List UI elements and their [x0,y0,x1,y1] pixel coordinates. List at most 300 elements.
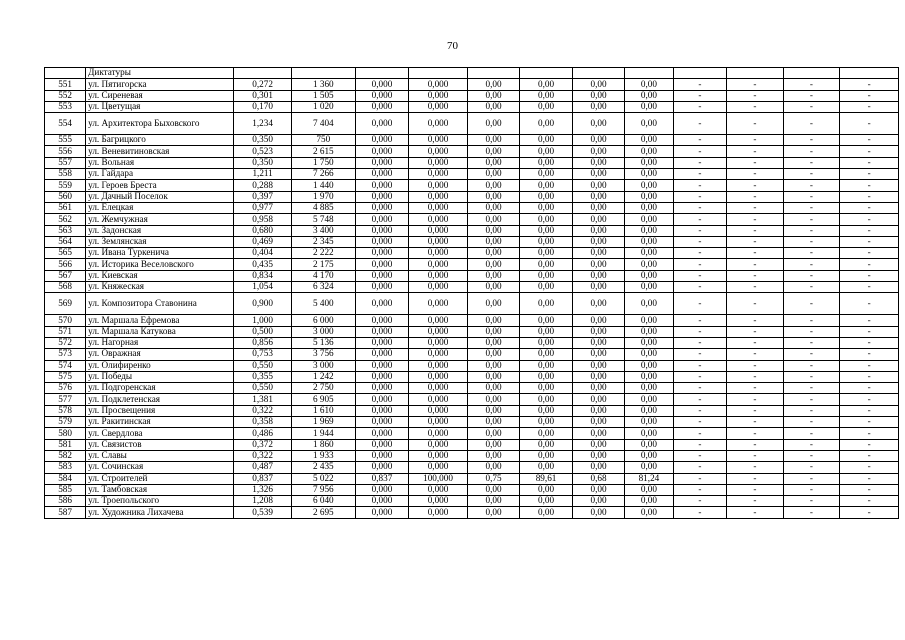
cell-value-10: - [727,225,784,236]
table-row [45,473,899,484]
cell-value-4: 0,000 [409,315,468,326]
cell-value-6: 0,00 [520,135,572,146]
cell-value-4: 0,000 [409,135,468,146]
cell-street: ул. Цветущая [86,101,234,112]
cell-number: 581 [45,439,86,450]
cell-value-10: - [727,293,784,315]
cell-number: 562 [45,214,86,225]
cell-street: ул. Связистов [86,439,234,450]
cell-value-9: - [673,428,727,439]
table-row [45,282,899,293]
cell-value-8: 0,00 [625,360,673,371]
cell-value-11: - [783,191,840,202]
cell-area: 2 695 [291,507,355,518]
cell-value-8: 0,00 [625,417,673,428]
cell-value-5: 0,00 [467,394,519,405]
table-row [45,259,899,270]
cell-value-11: - [783,214,840,225]
cell-value-10: - [727,450,784,461]
cell-value-9: - [673,191,727,202]
cell-value-11: - [783,473,840,484]
cell-value-6: 0,00 [520,383,572,394]
cell-value-11: - [783,270,840,281]
cell-value-6: 0,00 [520,507,572,518]
table-row [45,337,899,348]
cell-value-10: - [727,326,784,337]
cell-area: 6 905 [291,394,355,405]
cell-length: 0,272 [234,79,292,90]
cell-street: ул. Багрицкого [86,135,234,146]
cell-value-4: 0,000 [409,90,468,101]
cell-area: 3 000 [291,360,355,371]
cell-value-12: - [840,349,899,360]
cell-value-9: - [673,270,727,281]
cell-value-6: 0,00 [520,462,572,473]
table-row-continuation [45,68,899,79]
cell-street: ул. Ивана Туркенича [86,248,234,259]
table-row [45,496,899,507]
cell-value-11: - [783,450,840,461]
cell-value-10: - [727,135,784,146]
cell-value-7: 0,00 [572,360,624,371]
cell-value-12: - [840,383,899,394]
cell-value-3: 0,000 [355,326,409,337]
table-row [45,462,899,473]
cell-street: ул. Землянская [86,236,234,247]
cell-value-7: 0,00 [572,371,624,382]
cell-area: 1 440 [291,180,355,191]
cell-value-9: - [673,405,727,416]
cell-value-10: - [727,214,784,225]
cell-value-7: 0,00 [572,428,624,439]
cell-value-3: 0,000 [355,157,409,168]
cell-value-11: - [783,383,840,394]
cell-value-8: 0,00 [625,169,673,180]
cell-value-10: - [727,101,784,112]
cell-value-12: - [840,360,899,371]
cell-value-12: - [840,259,899,270]
cell-value-9: - [673,180,727,191]
cell-length: 0,170 [234,101,292,112]
cell-value-3: 0,000 [355,214,409,225]
cell-length: 1,211 [234,169,292,180]
cell-street: ул. Героев Бреста [86,180,234,191]
table-row [45,90,899,101]
cell-area: 7 956 [291,484,355,495]
cell-value-6: 0,00 [520,101,572,112]
cell-value-9: - [673,214,727,225]
cell-value-10: - [727,90,784,101]
cell-value-4: 0,000 [409,248,468,259]
table-row [45,360,899,371]
cell-value-4: 0,000 [409,169,468,180]
cell-value-9: - [673,225,727,236]
cell-length: 1,000 [234,315,292,326]
cell-value-8: 0,00 [625,146,673,157]
cell-value-7: 0,00 [572,450,624,461]
cell-value-12: - [840,473,899,484]
cell-value-10: - [727,462,784,473]
cell-street: ул. Овражная [86,349,234,360]
cell-street: ул. Подгоренская [86,383,234,394]
cell-value-8: 0,00 [625,337,673,348]
cell-number: 576 [45,383,86,394]
cell-value-3: 0,000 [355,293,409,315]
cell-street: ул. Просвещения [86,405,234,416]
cell-value-3: 0,000 [355,417,409,428]
cell-value-5: 0,00 [467,214,519,225]
cell-length: 0,753 [234,349,292,360]
cell-area: 5 136 [291,337,355,348]
cell-street: ул. Строителей [86,473,234,484]
cell-value-7: 0,00 [572,405,624,416]
cell-value-7: 0,00 [572,79,624,90]
cell-value-11: - [783,135,840,146]
cell-value-7: 0,00 [572,337,624,348]
cell-value-3: 0,000 [355,439,409,450]
cell-number: 584 [45,473,86,484]
cell-value-12: - [840,90,899,101]
cell-number: 571 [45,326,86,337]
cell-number: 573 [45,349,86,360]
cell-value-5: 0,00 [467,259,519,270]
cell-value-4: 0,000 [409,337,468,348]
cell-length: 1,208 [234,496,292,507]
cell-area: 3 756 [291,349,355,360]
cell-value-12: - [840,337,899,348]
cell-number: 555 [45,135,86,146]
table-row [45,214,899,225]
cell-street: ул. Дачный Поселок [86,191,234,202]
cell-value-8: 0,00 [625,270,673,281]
cell-area: 3 000 [291,326,355,337]
cell-value-9: - [673,360,727,371]
cell-value-6: 0,00 [520,349,572,360]
cell-value-8: 0,00 [625,101,673,112]
cell-value-6: 0,00 [520,191,572,202]
cell-length: 0,837 [234,473,292,484]
cell-value-5: 0,00 [467,315,519,326]
cell-length: 0,550 [234,383,292,394]
cell-value-8: 0,00 [625,371,673,382]
cell-value-11: - [783,79,840,90]
cell-street: ул. Тамбовская [86,484,234,495]
cell-street: ул. Вольная [86,157,234,168]
cell-value-8: 0,00 [625,428,673,439]
cell-length: 0,372 [234,439,292,450]
table-row [45,236,899,247]
cell-value-5: 0,00 [467,439,519,450]
cell-value-5: 0,00 [467,79,519,90]
street-table [44,67,899,519]
cell-value-5: 0,00 [467,371,519,382]
cell-street: Диктатуры [86,68,234,79]
cell-value-3: 0,000 [355,337,409,348]
cell-value-12: - [840,270,899,281]
table-row [45,101,899,112]
cell-value-5: 0,00 [467,360,519,371]
cell-number: 570 [45,315,86,326]
cell-number: 577 [45,394,86,405]
cell-number: 587 [45,507,86,518]
cell-value-10: - [727,360,784,371]
cell-value-3: 0,000 [355,113,409,135]
table-row [45,113,899,135]
cell-value-3: 0,000 [355,507,409,518]
cell-value-11: - [783,360,840,371]
cell-street: ул. Веневитиновская [86,146,234,157]
cell-value-7: 0,00 [572,326,624,337]
cell-value-6: 0,00 [520,428,572,439]
cell-number: 585 [45,484,86,495]
cell-value-8: 0,00 [625,248,673,259]
cell-value-5: 0,00 [467,113,519,135]
cell-value-7: 0,00 [572,282,624,293]
cell-value-9: - [673,383,727,394]
cell-value-11: - [783,349,840,360]
cell-area: 4 885 [291,202,355,213]
cell-value-4: 0,000 [409,293,468,315]
cell-area: 1 242 [291,371,355,382]
cell-value-5: 0,00 [467,349,519,360]
cell-value-7: 0,00 [572,462,624,473]
cell-value-7: 0,00 [572,146,624,157]
cell-number: 569 [45,293,86,315]
cell-area: 1 360 [291,79,355,90]
cell-length: 0,435 [234,259,292,270]
table-row [45,293,899,315]
cell-area: 5 400 [291,293,355,315]
cell-number: 563 [45,225,86,236]
table-row [45,383,899,394]
cell-value-5: 0,75 [467,473,519,484]
cell-value-9: - [673,146,727,157]
cell-value-7: 0,00 [572,496,624,507]
cell-value-7: 0,00 [572,417,624,428]
cell-value-4: 0,000 [409,450,468,461]
cell-area: 1 505 [291,90,355,101]
cell-value-4: 0,000 [409,225,468,236]
cell-number: 579 [45,417,86,428]
cell-length: 0,358 [234,417,292,428]
cell-value-6: 0,00 [520,259,572,270]
cell-value-9: - [673,157,727,168]
cell-street: ул. Олифиренко [86,360,234,371]
cell-value-11: - [783,315,840,326]
cell-street: ул. Задонская [86,225,234,236]
cell-value-7: 0,00 [572,225,624,236]
cell-area: 2 345 [291,236,355,247]
cell-street: ул. Подклетенская [86,394,234,405]
cell-value-3: 0,000 [355,259,409,270]
cell-value-7: 0,00 [572,293,624,315]
cell-value-10: - [727,202,784,213]
cell-value-12: - [840,315,899,326]
cell-value-8: 0,00 [625,225,673,236]
table-row [45,394,899,405]
cell-value-9: - [673,496,727,507]
table-row [45,169,899,180]
table-row [45,371,899,382]
cell-value-9: - [673,394,727,405]
cell-street: ул. Гайдара [86,169,234,180]
cell-value-10: - [727,496,784,507]
cell-number: 567 [45,270,86,281]
table-row [45,507,899,518]
table-row [45,450,899,461]
cell-length: 0,487 [234,462,292,473]
cell-value-9: - [673,282,727,293]
cell-value-12: - [840,157,899,168]
cell-value-10: - [727,146,784,157]
cell-value-11: - [783,439,840,450]
table-row [45,315,899,326]
cell-value-3: 0,000 [355,484,409,495]
cell-value-9: - [673,135,727,146]
cell-value-9: - [673,79,727,90]
cell-value-11: - [783,259,840,270]
cell-value-10: - [727,248,784,259]
cell-value-11: - [783,282,840,293]
cell-value-3: 0,000 [355,90,409,101]
cell-value-7: 0,00 [572,248,624,259]
cell-value-3: 0,000 [355,180,409,191]
cell-value-4: 0,000 [409,326,468,337]
cell-area: 750 [291,135,355,146]
table-row [45,428,899,439]
cell-number: 566 [45,259,86,270]
cell-value-8: 0,00 [625,259,673,270]
cell-value-3: 0,000 [355,394,409,405]
cell-value-9: - [673,417,727,428]
cell-value-10: - [727,282,784,293]
cell-value-10: - [727,259,784,270]
cell-length: 1,326 [234,484,292,495]
cell-value-7: 0,00 [572,214,624,225]
cell-value-9: - [673,90,727,101]
cell-number: 552 [45,90,86,101]
table-row [45,439,899,450]
cell-value-6: 0,00 [520,236,572,247]
cell-value-7: 0,00 [572,135,624,146]
cell-value-9: - [673,202,727,213]
cell-value-6: 0,00 [520,439,572,450]
cell-value-6: 0,00 [520,496,572,507]
table-row [45,484,899,495]
cell-value-10: - [727,484,784,495]
cell-value-4: 0,000 [409,282,468,293]
cell-value-8: 0,00 [625,315,673,326]
cell-area: 2 435 [291,462,355,473]
cell-length: 0,680 [234,225,292,236]
cell-street: ул. Ракитинская [86,417,234,428]
cell-value-6: 0,00 [520,293,572,315]
cell-length: 0,301 [234,90,292,101]
table-row [45,417,899,428]
cell-value-9: - [673,507,727,518]
cell-number: 558 [45,169,86,180]
cell-value-11: - [783,180,840,191]
cell-value-12: - [840,79,899,90]
cell-street: ул. Княжеская [86,282,234,293]
cell-value-5: 0,00 [467,248,519,259]
table-row [45,180,899,191]
cell-value-5: 0,00 [467,428,519,439]
cell-value-9: - [673,315,727,326]
cell-street: ул. Композитора Ставонина [86,293,234,315]
cell-value-6: 0,00 [520,157,572,168]
cell-value-12: - [840,394,899,405]
cell-value-12: - [840,146,899,157]
cell-length: 0,404 [234,248,292,259]
cell-value-4: 0,000 [409,214,468,225]
cell-value-5: 0,00 [467,417,519,428]
page-number: 70 [447,40,458,52]
cell-value-4: 0,000 [409,507,468,518]
cell-number: 554 [45,113,86,135]
cell-value-5: 0,00 [467,337,519,348]
cell-value-10: - [727,473,784,484]
cell-street: ул. Киевская [86,270,234,281]
cell-value-9: - [673,326,727,337]
cell-number: 556 [45,146,86,157]
cell-value-11: - [783,169,840,180]
cell-length: 0,486 [234,428,292,439]
cell-area: 2 175 [291,259,355,270]
cell-value-6: 0,00 [520,113,572,135]
cell-value-10: - [727,236,784,247]
cell-value-4: 0,000 [409,113,468,135]
cell-value-6: 0,00 [520,202,572,213]
cell-value-3: 0,000 [355,349,409,360]
cell-value-12: - [840,225,899,236]
cell-value-10: - [727,337,784,348]
cell-value-6: 0,00 [520,270,572,281]
cell-value-10: - [727,315,784,326]
cell-length: 0,900 [234,293,292,315]
cell-value-12: - [840,113,899,135]
cell-value-7: 0,00 [572,113,624,135]
cell-value-8: 0,00 [625,484,673,495]
cell-length: 0,469 [234,236,292,247]
cell-length: 0,500 [234,326,292,337]
cell-area: 2 750 [291,383,355,394]
cell-value-8: 81,24 [625,473,673,484]
cell-number: 586 [45,496,86,507]
cell-value-5: 0,00 [467,180,519,191]
cell-value-10: - [727,79,784,90]
cell-value-8: 0,00 [625,157,673,168]
cell-value-9: - [673,462,727,473]
cell-value-10: - [727,169,784,180]
cell-value-4: 0,000 [409,101,468,112]
cell-area: 1 970 [291,191,355,202]
cell-value-7: 0,00 [572,394,624,405]
cell-value-4: 0,000 [409,157,468,168]
cell-value-3: 0,000 [355,450,409,461]
cell-value-7: 0,00 [572,101,624,112]
cell-value-4: 100,000 [409,473,468,484]
cell-value-5: 0,00 [467,135,519,146]
cell-value-3: 0,000 [355,428,409,439]
cell-number: 582 [45,450,86,461]
cell-value-10: - [727,394,784,405]
cell-street: ул. Историка Веселовского [86,259,234,270]
cell-value-4: 0,000 [409,360,468,371]
cell-value-9: - [673,371,727,382]
cell-value-8: 0,00 [625,191,673,202]
cell-value-7: 0,00 [572,191,624,202]
